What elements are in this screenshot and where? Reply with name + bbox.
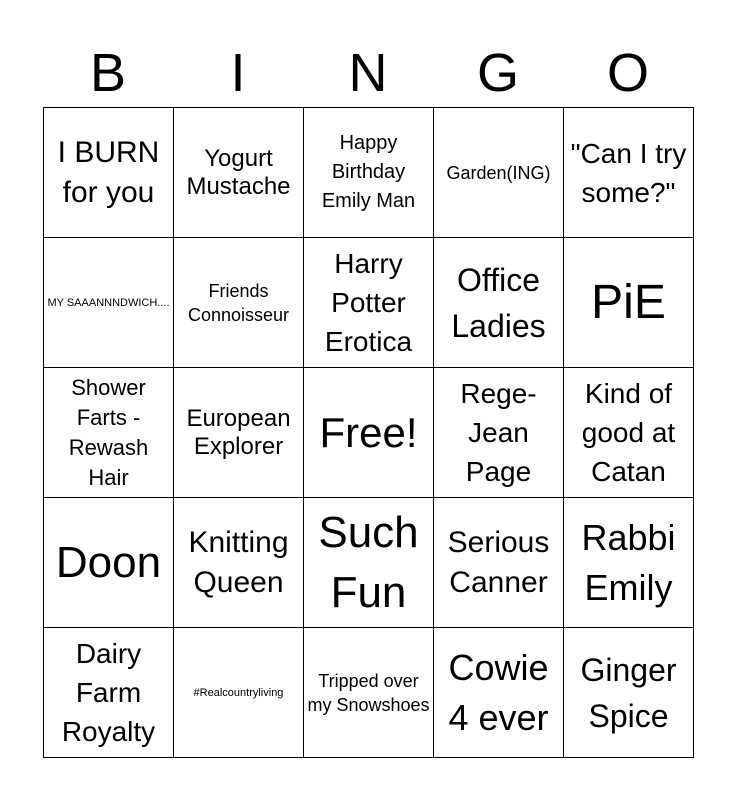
bingo-cell [44, 108, 174, 238]
bingo-cell [434, 498, 564, 628]
bingo-cell [564, 628, 694, 758]
header-letter-o: O [606, 43, 649, 103]
bingo-cell [304, 368, 434, 498]
bingo-cell [174, 238, 304, 368]
cell-text: Harry Potter Erotica [324, 248, 413, 357]
cell-text: Serious Canner [447, 525, 550, 599]
cell-text: Doon [55, 537, 162, 587]
cell-text: Such Fun [318, 507, 419, 617]
bingo-header [43, 42, 693, 104]
bingo-cell [304, 628, 434, 758]
bingo-cell [434, 108, 564, 238]
header-letter-i: I [230, 43, 246, 103]
bingo-cell [304, 238, 434, 368]
bingo-cell [434, 238, 564, 368]
cell-text: Shower Farts - Rewash Hair [68, 374, 149, 490]
bingo-cell [304, 498, 434, 628]
cell-text: Garden(ING) [446, 162, 551, 183]
cell-text: "Can I try some?" [570, 137, 687, 208]
bingo-cell [434, 368, 564, 498]
cell-text: Kind of good at Catan [581, 378, 676, 487]
bingo-cell [434, 628, 564, 758]
cell-text: Friends Connoisseur [187, 280, 290, 325]
bingo-cell [44, 368, 174, 498]
cell-text: Cowie 4 ever [448, 646, 549, 738]
bingo-cell [174, 498, 304, 628]
bingo-cell [174, 108, 304, 238]
header-letter-b: B [89, 43, 127, 103]
bingo-grid [43, 107, 694, 758]
cell-text: Ginger Spice [580, 651, 677, 734]
cell-text: Tripped over my Snowshoes [307, 670, 430, 715]
cell-text: Knitting Queen [188, 525, 289, 599]
cell-text: Free! [319, 408, 418, 456]
bingo-cell [44, 498, 174, 628]
cell-text: MY SAAANNNDWICH.... [47, 296, 170, 309]
bingo-cell [174, 628, 304, 758]
cell-text: I BURN for you [57, 135, 160, 209]
header-letter-n: N [348, 43, 388, 103]
bingo-cell [564, 368, 694, 498]
bingo-cell [304, 108, 434, 238]
bingo-cell [564, 108, 694, 238]
cell-text: Happy Birthday Emily Man [321, 132, 416, 212]
cell-text: European Explorer [186, 404, 291, 460]
cell-text: Dairy Farm Royalty [61, 638, 156, 747]
bingo-cell [564, 498, 694, 628]
cell-text: PiE [591, 275, 666, 329]
cell-text: Yogurt Mustache [186, 144, 291, 200]
cell-text: Office Ladies [451, 261, 546, 344]
cell-text: #Realcountryliving [193, 686, 284, 699]
bingo-cell [174, 368, 304, 498]
cell-text: Rege-Jean Page [460, 378, 537, 487]
bingo-cell [44, 628, 174, 758]
bingo-cell [44, 238, 174, 368]
bingo-cell [564, 238, 694, 368]
cell-text: Rabbi Emily [581, 516, 676, 608]
header-letter-g: G [476, 43, 519, 103]
